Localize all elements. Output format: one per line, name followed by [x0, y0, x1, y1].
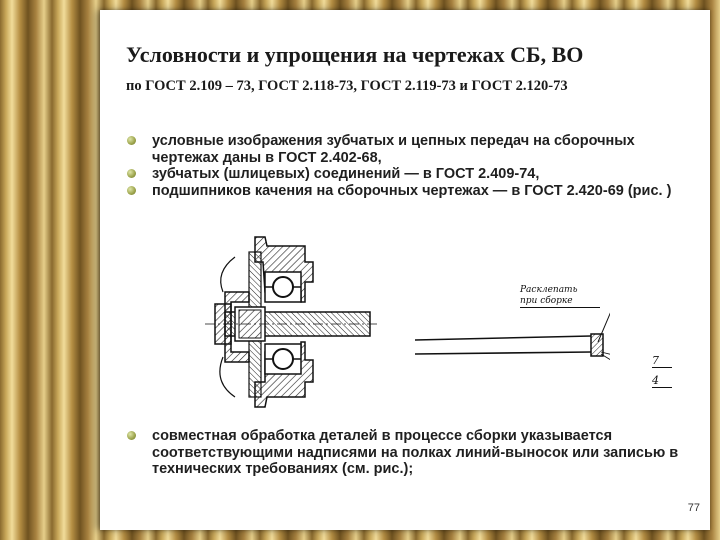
slide — [100, 10, 710, 530]
bullet-item — [126, 166, 686, 183]
bullet-item — [126, 428, 686, 478]
bullet-list — [126, 133, 686, 199]
callout-number-4: 4 — [652, 374, 672, 388]
bullet-icon — [127, 431, 136, 440]
bullet-list-bottom — [126, 428, 686, 478]
bullet-item — [126, 133, 686, 166]
bullet-icon — [127, 169, 136, 178]
page-number: 77 — [687, 502, 700, 514]
callout-label-line2: при сборке — [520, 296, 573, 306]
slide-subtitle: по ГОСТ 2.109 – 73, ГОСТ 2.118-73, ГОСТ 2.119-73 и ГОСТ 2.120-73 — [126, 78, 568, 94]
bullet-text: условные изображения зубчатых и цепных передач на сборочных чертежах даны в ГОСТ 2.402-68, — [152, 133, 635, 166]
callout-number-7: 7 — [652, 354, 672, 368]
bullet-text: подшипников качения на сборочных чертежах — в ГОСТ 2.420-69 (рис. ) — [152, 182, 672, 199]
bullet-icon — [127, 186, 136, 195]
bullet-text: зубчатых (шлицевых) соединений — в ГОСТ 2.409-74, — [152, 166, 540, 182]
callout-label-line1: Расклепать — [520, 285, 578, 295]
slide-title: Условности и упрощения на чертежах СБ, ВО — [126, 42, 584, 67]
bullet-item — [126, 183, 686, 200]
bearing-assembly-drawing — [205, 232, 380, 412]
callout-label — [520, 285, 600, 308]
bullet-icon — [127, 136, 136, 145]
bullet-text: совместная обработка деталей в процессе сборки указывается соответствующими надписями на полках линий-выносок или записью в технических требованиях (см. рис.); — [152, 428, 679, 477]
